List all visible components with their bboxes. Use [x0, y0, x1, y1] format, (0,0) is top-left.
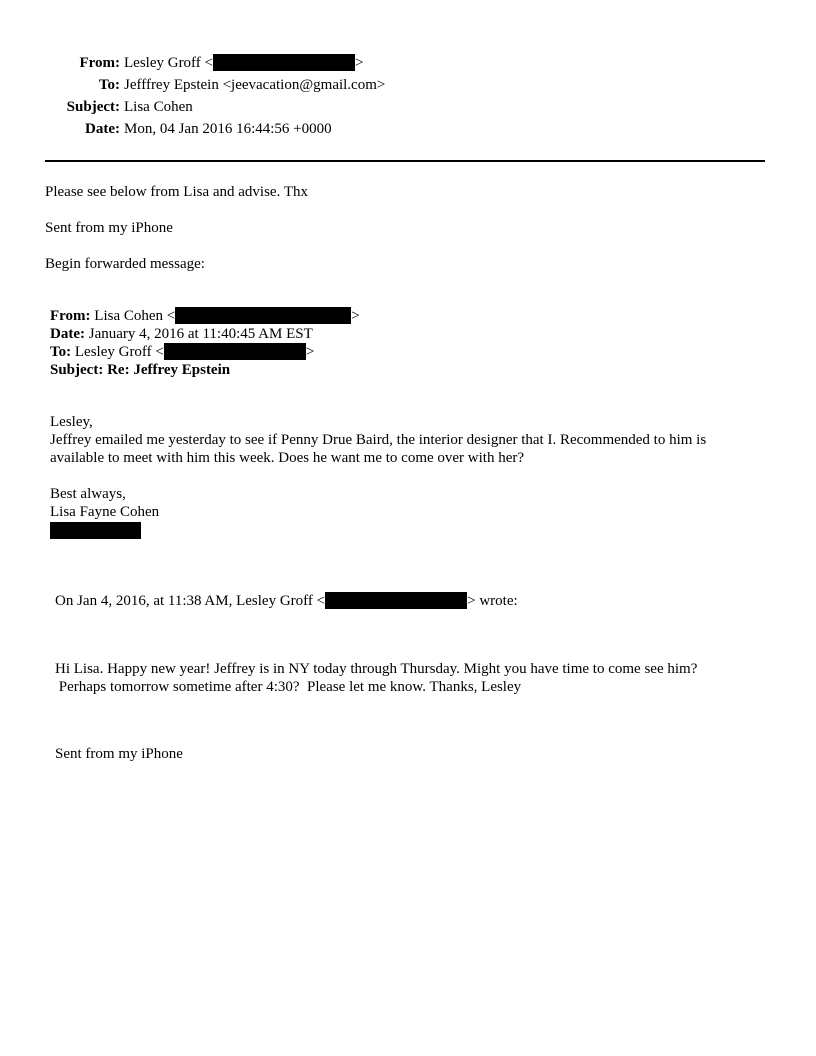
- fwd-signature: Lisa Fayne Cohen: [50, 504, 160, 520]
- fwd-to-label: To:: [50, 344, 72, 360]
- quoted-message-line-1: Hi Lisa. Happy new year! Jeffrey is in NY today through Thursday. Might you have time to come see him?: [55, 661, 698, 677]
- date-label: Date:: [85, 121, 120, 137]
- quoted-intro-start: On Jan 4, 2016, at 11:38 AM, Lesley Groff <: [55, 593, 326, 609]
- redaction-bar: [164, 343, 306, 360]
- to-label: To:: [98, 77, 120, 93]
- fwd-date-label: Date:: [50, 326, 85, 342]
- date-value: Mon, 04 Jan 2016 16:44:56 +0000: [124, 121, 332, 137]
- fwd-from-row: [50, 307, 360, 325]
- redaction-bar: [325, 592, 467, 609]
- header-divider: [45, 160, 765, 162]
- fwd-subject-row: [50, 361, 230, 379]
- fwd-closing: Best always,: [50, 486, 126, 502]
- quoted-intro-end: > wrote:: [467, 593, 518, 609]
- quoted-message-line-2: Perhaps tomorrow sometime after 4:30? Please let me know. Thanks, Lesley: [55, 679, 522, 695]
- quoted-intro: [55, 592, 518, 610]
- fwd-date-value: January 4, 2016 at 11:40:45 AM EST: [88, 326, 313, 342]
- fwd-from-close: >: [351, 308, 360, 324]
- header-from-row: [0, 54, 700, 72]
- from-value: [124, 54, 363, 72]
- from-name: Lesley Groff <: [124, 55, 213, 71]
- fwd-from-label: From:: [50, 308, 91, 324]
- redaction-bar: [175, 307, 351, 324]
- fwd-paragraph-line-2: available to meet with him this week. Does he want me to come over with her?: [50, 450, 525, 466]
- fwd-paragraph-line-1: Jeffrey emailed me yesterday to see if Penny Drue Baird, the interior designer that I. Recommended to him is: [50, 432, 707, 448]
- quoted-sign-off: Sent from my iPhone: [55, 746, 183, 762]
- body-line-sent-from: Sent from my iPhone: [45, 220, 173, 236]
- body-line-advise: Please see below from Lisa and advise. Thx: [45, 184, 308, 200]
- from-label: From:: [79, 55, 120, 71]
- header-subject-row: [0, 98, 700, 116]
- subject-value: Lisa Cohen: [124, 99, 193, 115]
- body-line-forwarded: Begin forwarded message:: [45, 256, 205, 272]
- fwd-to-row: [50, 343, 314, 361]
- fwd-to-close: >: [305, 344, 315, 360]
- from-close: >: [355, 55, 364, 71]
- fwd-subject-label: Subject:: [50, 362, 104, 378]
- redaction-bar: [213, 54, 355, 71]
- fwd-greeting: Lesley,: [50, 414, 93, 430]
- fwd-date-row: [50, 325, 313, 343]
- fwd-subject-value: Re: Jeffrey Epstein: [107, 362, 231, 378]
- to-value: Jefffrey Epstein <jeevacation@gmail.com>: [124, 77, 386, 93]
- fwd-to-name: Lesley Groff <: [74, 344, 164, 360]
- fwd-from-name: Lisa Cohen <: [94, 308, 176, 324]
- subject-label: Subject:: [66, 99, 120, 115]
- redaction-bar: [50, 522, 141, 539]
- header-date-row: [0, 120, 700, 138]
- header-to-row: [0, 76, 700, 94]
